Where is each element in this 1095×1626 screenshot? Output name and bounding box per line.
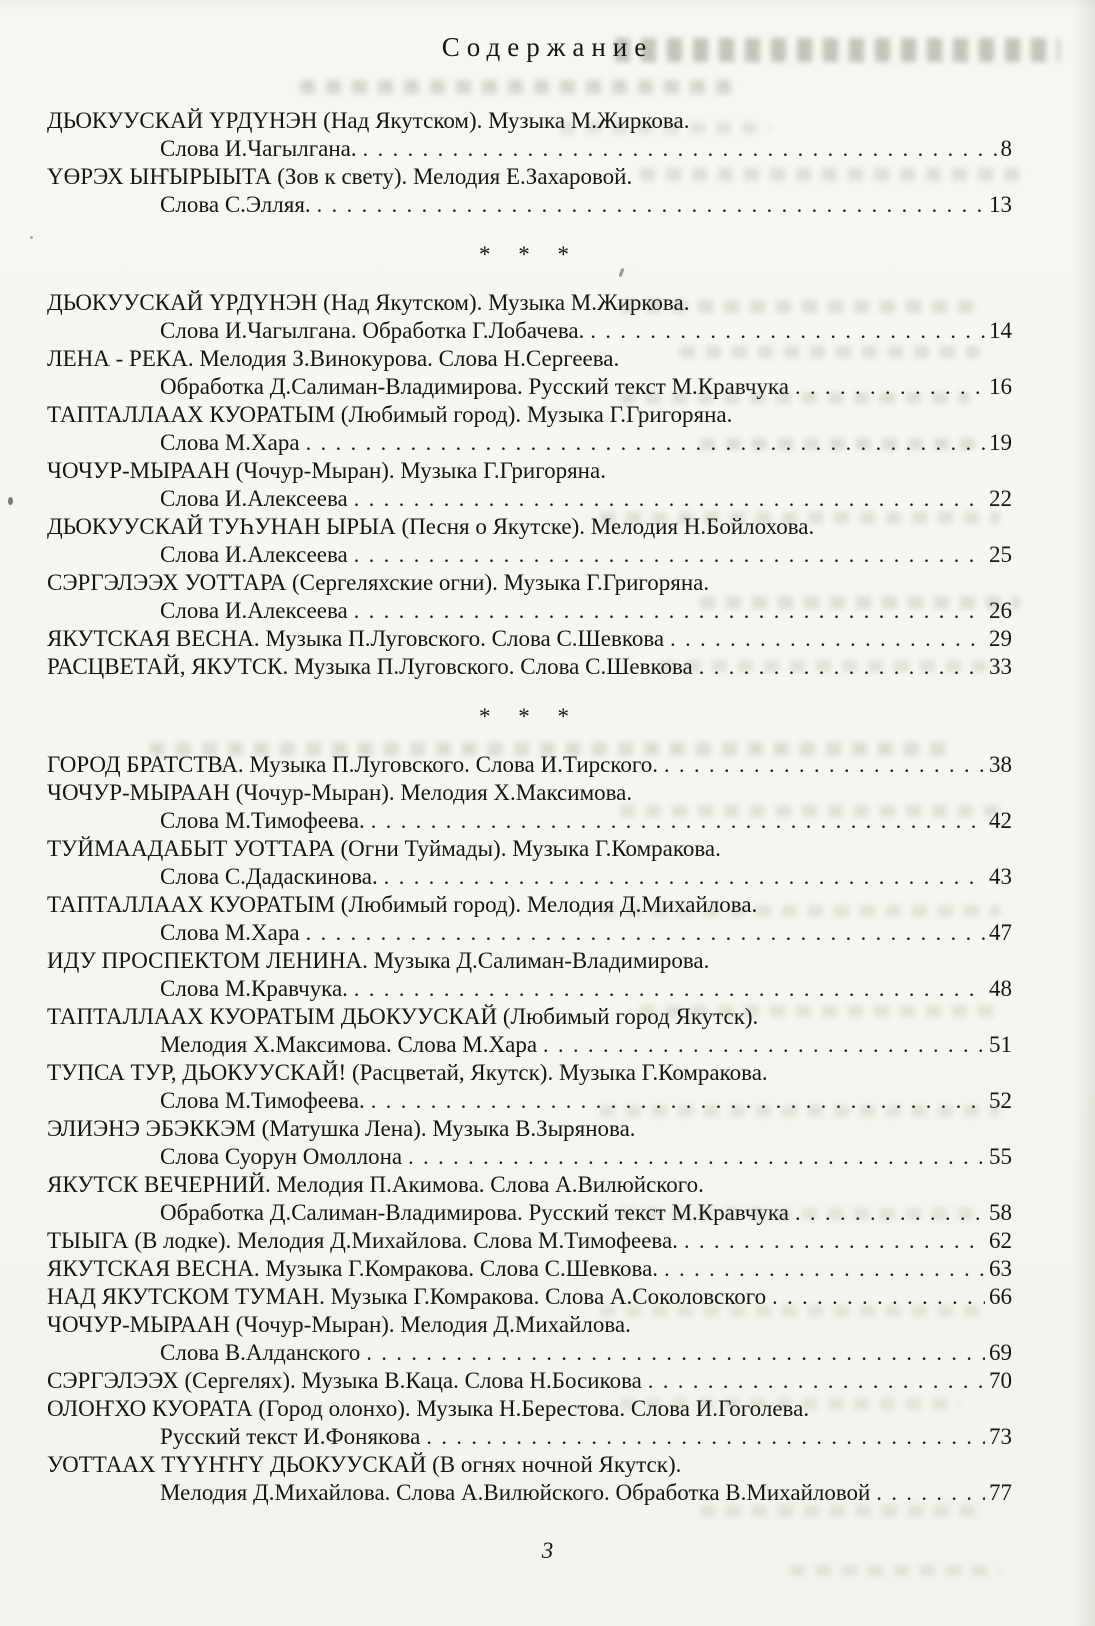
toc-entry-line [47, 1311, 1012, 1339]
dot-leader [795, 1199, 985, 1227]
toc-entry-text: РАСЦВЕТАЙ, ЯКУТСК. Музыка П.Луговского. Слова С.Шевкова [47, 654, 693, 679]
page-title: Содержание [441, 32, 654, 62]
scan-speck [8, 497, 13, 505]
toc-entry-line [47, 1171, 1012, 1199]
toc-entry-text: ТУПСА ТУР, ДЬОКУУСКАЙ! (Расцветай, Якутск). Музыка Г.Комракова. [47, 1060, 768, 1085]
toc-entry-text: Слова М.Тимофеева. [160, 1088, 365, 1113]
toc-entry-text: Слова В.Алданского [160, 1340, 361, 1365]
toc-page-number: 73 [989, 1424, 1012, 1449]
dot-leader [354, 485, 985, 513]
toc-entry-text: Слова И.Алексеева [160, 542, 348, 567]
toc-entry-text: Мелодия Х.Максимова. Слова М.Хара [160, 1032, 538, 1057]
dot-leader [670, 625, 985, 653]
toc-entry-text: ТАПТАЛЛААХ КУОРАТЫМ (Любимый город). Мелодия Д.Михайлова. [47, 892, 758, 917]
toc-page-number: 29 [989, 626, 1012, 651]
toc-entry-line [47, 1003, 1012, 1031]
toc-entry-text: ТЫЫГА (В лодке). Мелодия Д.Михайлова. Слова М.Тимофеева. [47, 1228, 678, 1253]
toc-entry-line [47, 1143, 1012, 1171]
toc-entry-text: ЯКУТСКАЯ ВЕСНА. Музыка Г.Комракова. Слова С.Шевкова. [47, 1256, 659, 1281]
toc-entry-line [47, 457, 1012, 485]
dot-leader [363, 135, 997, 163]
dot-leader [699, 653, 985, 681]
page-edge-shadow [0, 0, 1095, 10]
toc-entry-text: Слова М.Тимофеева. [160, 808, 365, 833]
toc-entry-text: ОЛОҤХО КУОРАТА (Город олонхо). Музыка Н.Берестова. Слова И.Гоголева. [47, 1396, 810, 1421]
toc-entry-text: ЭЛИЭНЭ ЭБЭККЭМ (Матушка Лена). Музыка В.Зырянова. [47, 1116, 636, 1141]
toc-entry-line [47, 751, 1012, 779]
toc-entry-text: Слова М.Хара [160, 920, 300, 945]
toc-page-number: 48 [989, 976, 1012, 1001]
bleed-through-artifact [300, 80, 740, 94]
toc-page-number: 38 [989, 752, 1012, 777]
toc-list [47, 107, 1012, 1507]
toc-entry-line [47, 1115, 1012, 1143]
toc-entry-text: Слова Суорун Омоллона [160, 1144, 403, 1169]
dot-leader [354, 541, 985, 569]
toc-page-number: 66 [989, 1284, 1012, 1309]
dot-leader [590, 317, 985, 345]
toc-page-number: 62 [989, 1228, 1012, 1253]
toc-entry-line [47, 569, 1012, 597]
toc-entry-line [47, 541, 1012, 569]
dot-leader [664, 1255, 985, 1283]
dot-leader [354, 975, 985, 1003]
scan-speck [30, 236, 33, 239]
dot-leader [426, 1423, 985, 1451]
toc-entry-line [47, 807, 1012, 835]
toc-entry-line [47, 835, 1012, 863]
toc-entry-line [47, 1087, 1012, 1115]
toc-page-number: 58 [989, 1200, 1012, 1225]
toc-entry-text: ҮӨРЭХ ЫҤЫРЫЫТА (Зов к свету). Мелодия Е.Захаровой. [47, 164, 633, 189]
toc-entry-text: ЯКУТСКАЯ ВЕСНА. Музыка П.Луговского. Слова С.Шевкова [47, 626, 665, 651]
toc-entry-text: Слова И.Алексеева [160, 598, 348, 623]
toc-entry-text: ЧОЧУР-МЫРААН (Чочур-Мыран). Мелодия Х.Максимова. [47, 780, 633, 805]
toc-entry-line [47, 1395, 1012, 1423]
toc-entry-text: Слова М.Кравчука. [160, 976, 348, 1001]
toc-entry-text: ГОРОД БРАТСТВА. Музыка П.Луговского. Слова И.Тирского. [47, 752, 658, 777]
toc-entry-line [47, 401, 1012, 429]
dot-leader [684, 1227, 985, 1255]
toc-entry-line [47, 625, 1012, 653]
toc-entry-text: ТУЙМААДАБЫТ УОТТАРА (Огни Туймады). Музыка Г.Комракова. [47, 836, 721, 861]
toc-entry-line [47, 135, 1012, 163]
toc-entry-line [47, 1255, 1012, 1283]
toc-page-number: 43 [989, 864, 1012, 889]
toc-entry-line [47, 429, 1012, 457]
toc-entry-text: СЭРГЭЛЭЭХ УОТТАРА (Сергеляхские огни). Музыка Г.Григоряна. [47, 570, 710, 595]
toc-entry-line [47, 1451, 1012, 1479]
toc-entry-line [47, 947, 1012, 975]
dot-leader [306, 919, 985, 947]
toc-entry-text: Слова И.Чагылгана. Обработка Г.Лобачева. [160, 318, 585, 343]
toc-entry-line [47, 863, 1012, 891]
dot-leader [384, 863, 985, 891]
toc-page-number: 16 [989, 374, 1012, 399]
toc-entry-text: ДЬОКУУСКАЙ ТУҺУНАН ЫРЫА (Песня о Якутске). Мелодия Н.Бойлохова. [47, 514, 815, 539]
toc-entry-line [47, 107, 1012, 135]
toc-page-number: 63 [989, 1256, 1012, 1281]
toc-entry-line [47, 289, 1012, 317]
toc-entry-text: Слова И.Алексеева [160, 486, 348, 511]
dot-leader [772, 1283, 985, 1311]
page-edge-shadow [1073, 0, 1095, 1626]
toc-entry-text: ИДУ ПРОСПЕКТОМ ЛЕНИНА. Музыка Д.Салиман-Владимирова. [47, 948, 710, 973]
toc-page-number: 42 [989, 808, 1012, 833]
dot-leader [408, 1143, 985, 1171]
toc-entry-line [47, 653, 1012, 681]
toc-page-number: 55 [989, 1144, 1012, 1169]
toc-entry-text: ЛЕНА - РЕКА. Мелодия З.Винокурова. Слова Н.Сергеева. [47, 346, 620, 371]
toc-page-number: 52 [989, 1088, 1012, 1113]
toc-entry-line [47, 345, 1012, 373]
toc-entry-text: Русский текст И.Фонякова [160, 1424, 421, 1449]
toc-page-number: 69 [989, 1340, 1012, 1365]
footer-page-number: 3 [541, 1538, 554, 1563]
toc-page-number: 8 [1000, 136, 1012, 161]
toc-entry-text: Обработка Д.Салиман-Владимирова. Русский текст М.Кравчука [160, 1200, 789, 1225]
dot-leader [371, 1087, 985, 1115]
toc-page-number: 51 [989, 1032, 1012, 1057]
toc-entry-line [47, 513, 1012, 541]
toc-page-number: 14 [989, 318, 1012, 343]
toc-entry-line [47, 919, 1012, 947]
toc-entry-line [47, 317, 1012, 345]
toc-entry-text: ЧОЧУР-МЫРААН (Чочур-Мыран). Мелодия Д.Михайлова. [47, 1312, 631, 1337]
toc-entry-text: УОТТААХ ТҮҮҤҤҮ ДЬОКУУСКАЙ (В огнях ночной Якутск). [47, 1452, 682, 1477]
toc-entry-text: ЧОЧУР-МЫРААН (Чочур-Мыран). Музыка Г.Григоряна. [47, 458, 606, 483]
toc-page-number: 33 [989, 654, 1012, 679]
toc-entry-line [47, 1283, 1012, 1311]
toc-entry-text: Слова И.Чагылгана. [160, 136, 357, 161]
dot-leader [366, 1339, 985, 1367]
dot-leader [648, 1367, 985, 1395]
toc-entry-text: Слова С.Элляя. [160, 192, 311, 217]
toc-entry-line [47, 1227, 1012, 1255]
toc-entry-line [47, 163, 1012, 191]
dot-leader [354, 597, 985, 625]
toc-entry-text: ТАПТАЛЛААХ КУОРАТЫМ (Любимый город). Музыка Г.Григоряна. [47, 402, 733, 427]
dot-leader [317, 191, 985, 219]
toc-entry-line [47, 1339, 1012, 1367]
toc-entry-line [47, 373, 1012, 401]
toc-entry-text: ТАПТАЛЛААХ КУОРАТЫМ ДЬОКУУСКАЙ (Любимый город Якутск). [47, 1004, 759, 1029]
dot-leader [306, 429, 985, 457]
dot-leader [795, 373, 985, 401]
dot-leader [371, 807, 985, 835]
toc-entry-line [47, 485, 1012, 513]
toc-entry-line [47, 1479, 1012, 1507]
toc-entry-text: ДЬОКУУСКАЙ ҮРДҮНЭН (Над Якутском). Музыка М.Жиркова. [47, 290, 690, 315]
toc-entry-line [47, 975, 1012, 1003]
toc-page-number: 26 [989, 598, 1012, 623]
toc-entry-line [47, 779, 1012, 807]
dot-leader [664, 751, 985, 779]
toc-page-number: 70 [989, 1368, 1012, 1393]
section-separator: * * * [479, 704, 580, 729]
toc-entry-line [47, 1423, 1012, 1451]
toc-entry-text: СЭРГЭЛЭЭХ (Сергелях). Музыка В.Каца. Слова Н.Босикова [47, 1368, 642, 1393]
bleed-through-artifact [790, 1565, 1000, 1576]
toc-entry-text: ЯКУТСК ВЕЧЕРНИЙ. Мелодия П.Акимова. Слова А.Вилюйского. [47, 1172, 704, 1197]
toc-page-number: 77 [989, 1480, 1012, 1505]
toc-entry-text: ДЬОКУУСКАЙ ҮРДҮНЭН (Над Якутском). Музыка М.Жиркова. [47, 108, 690, 133]
toc-entry-text: Обработка Д.Салиман-Владимирова. Русский текст М.Кравчука [160, 374, 789, 399]
toc-entry-text: Слова С.Дадаскинова. [160, 864, 378, 889]
toc-page-number: 47 [989, 920, 1012, 945]
toc-page-number: 22 [989, 486, 1012, 511]
toc-entry-text: Мелодия Д.Михайлова. Слова А.Вилюйского. Обработка В.Михайловой [160, 1480, 871, 1505]
toc-entry-line [47, 597, 1012, 625]
toc-entry-text: Слова М.Хара [160, 430, 300, 455]
dot-leader [543, 1031, 985, 1059]
toc-page-number: 25 [989, 542, 1012, 567]
dot-leader [876, 1479, 985, 1507]
toc-entry-text: НАД ЯКУТСКОМ ТУМАН. Музыка Г.Комракова. Слова А.Соколовского [47, 1284, 767, 1309]
toc-entry-line [47, 1031, 1012, 1059]
toc-entry-line [47, 191, 1012, 219]
section-separator: * * * [479, 242, 580, 267]
toc-page-number: 13 [989, 192, 1012, 217]
toc-entry-line [47, 1367, 1012, 1395]
toc-entry-line [47, 1199, 1012, 1227]
toc-entry-line [47, 891, 1012, 919]
toc-entry-line [47, 1059, 1012, 1087]
toc-page-number: 19 [989, 430, 1012, 455]
